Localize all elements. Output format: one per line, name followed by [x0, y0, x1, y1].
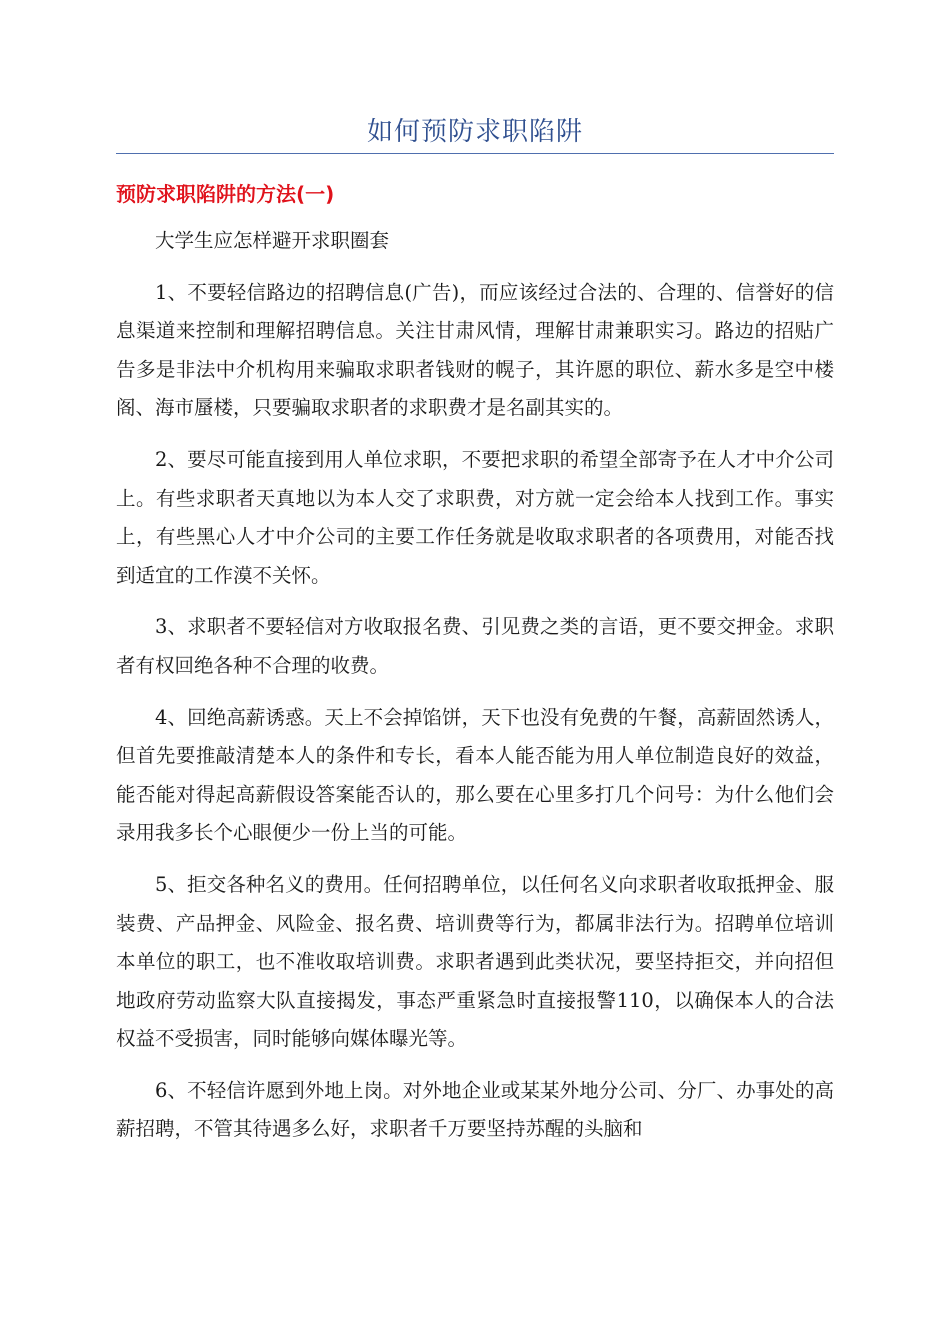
paragraph-1: 1、不要轻信路边的招聘信息(广告)，而应该经过合法的、合理的、信誉好的信息渠道来控制和理解招聘信息。关注甘肃风情，理解甘肃兼职实习。路边的招贴广告多是非法中介机构用来骗取求职者钱财的幌子，其许愿的职位、薪水多是空中楼阁、海市蜃楼，只要骗取求职者的求职费才是名副其实的。	[116, 280, 834, 420]
title-divider	[116, 153, 834, 154]
paragraph-2: 2、要尽可能直接到用人单位求职，不要把求职的希望全部寄予在人才中介公司上。有些求职者天真地以为本人交了求职费，对方就一定会给本人找到工作。事实上，有些黑心人才中介公司的主要工作任务就是收取求职者的各项费用，对能否找到适宜的工作漠不关怀。	[116, 447, 834, 587]
section-heading: 预防求职陷阱的方法(一)	[116, 182, 335, 206]
document-body	[116, 222, 834, 1162]
paragraph-5: 5、拒交各种名义的费用。任何招聘单位，以任何名义向求职者收取抵押金、服装费、产品押金、风险金、报名费、培训费等行为，都属非法行为。招聘单位培训本单位的职工，也不准收取培训费。求职者遇到此类状况，要坚持拒交，并向招但地政府劳动监察大队直接揭发，事态严重紧急时直接报警110，以确保本人的合法权益不受损害，同时能够向媒体曝光等。	[116, 872, 834, 1051]
paragraph-3: 3、求职者不要轻信对方收取报名费、引见费之类的言语，更不要交押金。求职者有权回绝各种不合理的收费。	[116, 615, 834, 677]
subtitle: 大学生应怎样避开求职圈套	[155, 229, 390, 252]
paragraph-6: 6、不轻信许愿到外地上岗。对外地企业或某某外地分公司、分厂、办事处的高薪招聘，不管其待遇多么好，求职者千万要坚持苏醒的头脑和	[116, 1078, 834, 1141]
document-title: 如何预防求职陷阱	[366, 117, 583, 147]
paragraph-4: 4、回绝高薪诱惑。天上不会掉馅饼，天下也没有免费的午餐，高薪固然诱人，但首先要推敲清楚本人的条件和专长，看本人能否能为用人单位制造良好的效益，能否能对得起高薪假设答案能否认的，那么要在心里多打几个问号：为什么他们会录用我多长个心眼便少一份上当的可能。	[116, 705, 834, 845]
